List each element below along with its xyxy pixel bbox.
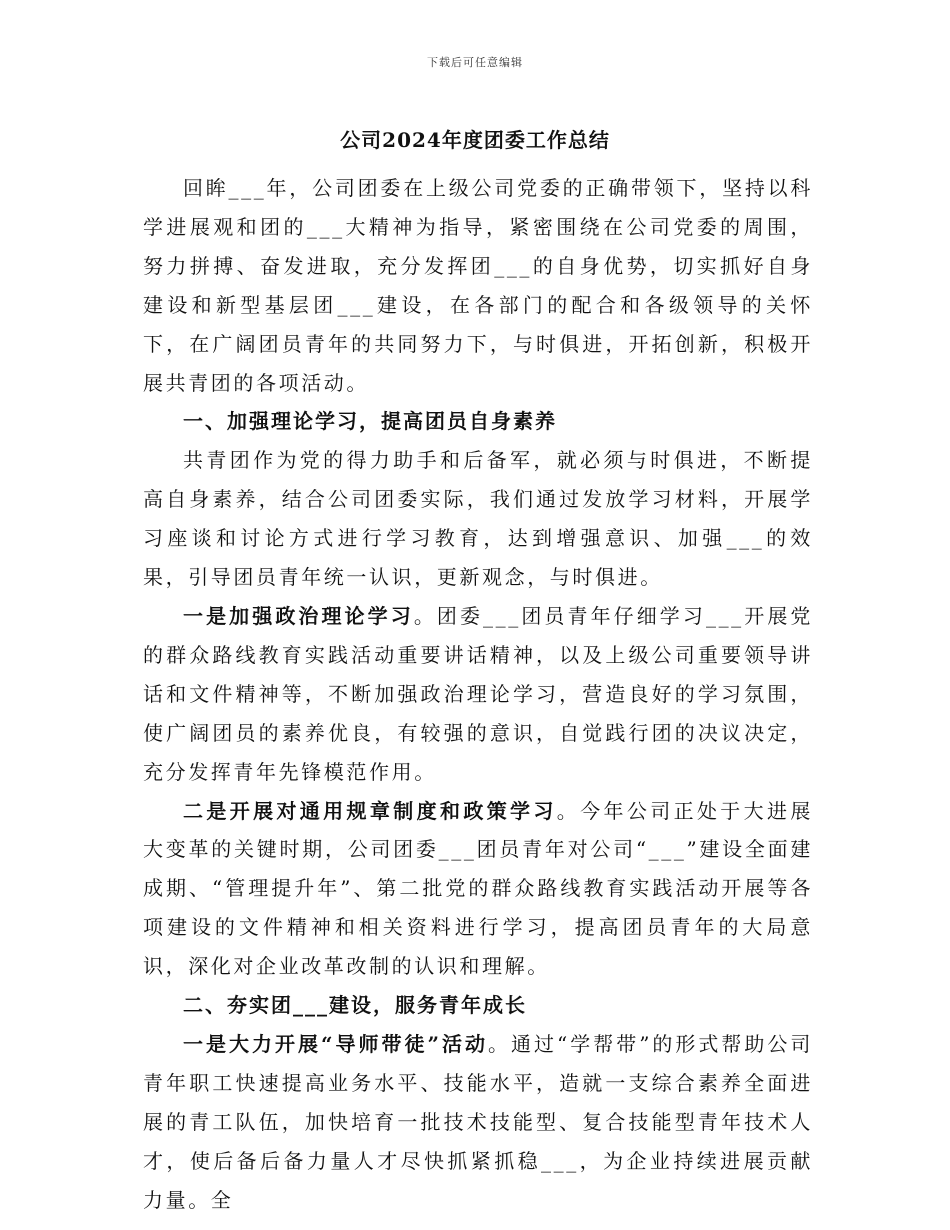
section-heading-1: 一、加强理论学习，提高团员自身素养 — [183, 409, 557, 434]
section1-item2-paragraph — [143, 792, 813, 987]
section1-item1-paragraph — [143, 597, 813, 792]
section-heading-2: 二、夯实团___建设，服务青年成长 — [183, 993, 527, 1018]
intro-paragraph: 回眸___年，公司团委在上级公司党委的正确带领下，坚持以科学进展观和团的___大精神为指导，紧密围绕在公司党委的周围，努力拼搏、奋发进取，充分发挥团___的自身优势，切实抓好自身建设和新型基层团___建设，在各部门的配合和各级领导的关怀下，在广阔团员青年的共同努力下，与时俱进，开拓创新，积极开展共青团的各项活动。 — [143, 176, 813, 395]
section1-paragraph: 共青团作为党的得力助手和后备军，就必须与时俱进，不断提高自身素养，结合公司团委实际，我们通过发放学习材料，开展学习座谈和讨论方式进行学习教育，达到增强意识、加强___的效果，引导团员青年统一认识，更新观念，与时俱进。 — [143, 448, 813, 590]
section2-item1-text: 。通过“学帮带”的形式帮助公司青年职工快速提高业务水平、技能水平，造就一支综合素养全面进展的青工队伍，加快培育一批技术技能型、复合技能型青年技术人才，使后备后备力量人才尽快抓紧抓稳___，为企业持续进展贡献力量。全 — [143, 1031, 813, 1212]
section1-item2-lead: 二是开展对通用规章制度和政策学习 — [183, 798, 557, 823]
section1-item1-text: 。团委___团员青年仔细学习___开展党的群众路线教育实践活动重要讲话精神，以及上级公司重要领导讲话和文件精神等，不断加强政治理论学习，营造良好的学习氛围，使广阔团员的素养优良，有较强的意识，自觉践行团的决议决定，充分发挥青年先锋模范作用。 — [143, 603, 814, 784]
document-body — [143, 169, 813, 1219]
section2-item1-paragraph — [143, 1025, 813, 1220]
section2-item1-lead: 一是大力开展“导师带徒”活动 — [183, 1031, 488, 1056]
section1-item2-text: 。今年公司正处于大进展大变革的关键时期，公司团委___团员青年对公司“___”建设全面建成期、“管理提升年”、第二批党的群众路线教育实践活动开展等各项建设的文件精神和相关资料进行学习，提高团员青年的大局意识，深化对企业改革改制的认识和理解。 — [143, 798, 813, 979]
section1-item1-lead: 一是加强政治理论学习 — [183, 603, 414, 628]
header-note: 下载后可任意编辑 — [427, 56, 523, 69]
document-title: 公司2024年度团委工作总结 — [340, 128, 610, 152]
